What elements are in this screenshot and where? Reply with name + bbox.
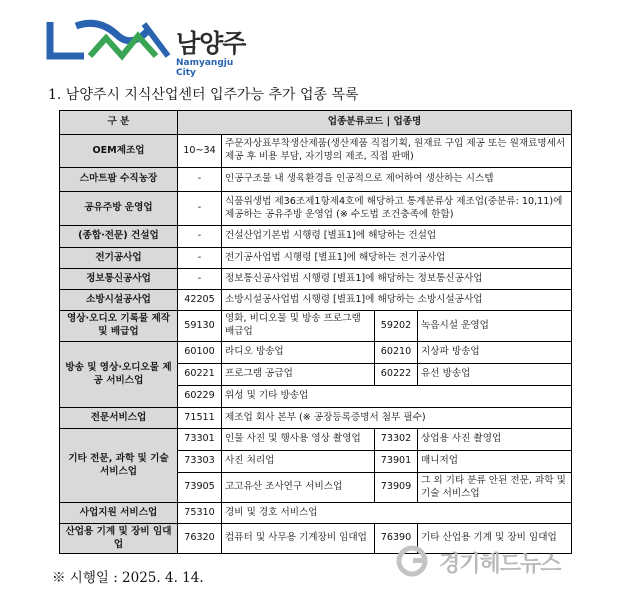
row-category: 산업용 기계 및 장비 임대업 (60, 524, 178, 554)
row-category: 기타 전문, 과학 및 기술 서비스업 (60, 429, 178, 503)
row-code: 42205 (178, 290, 222, 311)
table-row (60, 135, 572, 168)
row-code-2: 76390 (375, 524, 418, 554)
row-code-2: 73901 (375, 451, 418, 473)
page-heading: 1. 남양주시 지식산업센터 입주가능 추가 업종 목록 (48, 87, 359, 103)
row-code: - (178, 248, 222, 269)
table-row (60, 226, 572, 248)
row-name: 경비 및 경호 서비스업 (222, 503, 572, 524)
row-category: OEM제조업 (60, 135, 178, 168)
row-name: 식품위생법 제36조제1항제4호에 해당하고 통계분류상 제조업(중분류: 10,11)에 제공하는 공유주방 운영업 (※ 수도법 조건충족에 한함) (222, 192, 572, 226)
row-code: 75310 (178, 503, 222, 524)
effective-date-note: ※ 시행일 : 2025. 4. 14. (52, 570, 204, 586)
table-row (60, 503, 572, 524)
table-row (60, 269, 572, 290)
industry-table (59, 110, 572, 554)
row-name: 고고유산 조사연구 서비스업 (222, 473, 375, 503)
table-row (60, 342, 572, 364)
logo-korean-name: 남양주 (176, 29, 246, 58)
row-category: 전기공사업 (60, 248, 178, 269)
table-row (60, 248, 572, 269)
row-name-2: 유선 방송업 (418, 364, 572, 386)
row-name-2: 상업용 사진 촬영업 (418, 429, 572, 451)
row-category: 방송 및 영상·오디오물 제공 서비스업 (60, 342, 178, 408)
watermark-logo-icon (395, 544, 435, 578)
row-name: 인공구조물 내 생육환경을 인공적으로 제어하여 생산하는 시스템 (222, 168, 572, 192)
row-code: - (178, 168, 222, 192)
row-name: 주문자상표부착생산제품(생산제품 직접기획, 원재료 구입 제공 또는 원재료명세서 제공 후 비용 부담, 자기명의 제조, 직접 판매) (222, 135, 572, 168)
row-name: 위성 및 기타 방송업 (222, 386, 572, 408)
row-name-2: 그 외 기타 분류 안된 전문, 과학 및 기술 서비스업 (418, 473, 572, 503)
row-code-2: 59202 (375, 311, 418, 342)
row-code: - (178, 192, 222, 226)
row-code: 60100 (178, 342, 222, 364)
row-name: 사진 처리업 (222, 451, 375, 473)
watermark-text: 경기헤드뉴스 (439, 552, 561, 577)
logo-english-name: Namyangju City (176, 58, 234, 78)
row-name: 건설산업기본법 시행령 [별표1]에 해당하는 건설업 (222, 226, 572, 248)
table-row (60, 290, 572, 311)
row-code: 60221 (178, 364, 222, 386)
row-name: 소방시설공사업법 시행령 [별표1]에 해당하는 소방시설공사업 (222, 290, 572, 311)
row-name: 라디오 방송업 (222, 342, 375, 364)
row-name: 프로그램 공급업 (222, 364, 375, 386)
row-name-2: 매니저업 (418, 451, 572, 473)
row-category: 스마트팜 수직농장 (60, 168, 178, 192)
table-row (60, 408, 572, 429)
row-code: - (178, 269, 222, 290)
row-name: 인물 사진 및 행사용 영상 촬영업 (222, 429, 375, 451)
row-code-2: 60222 (375, 364, 418, 386)
row-category: (종합·전문) 건설업 (60, 226, 178, 248)
row-name: 제조업 회사 본부 (※ 공장등록증명서 첨부 필수) (222, 408, 572, 429)
row-code: 60229 (178, 386, 222, 408)
namyangju-logo-mark (46, 16, 174, 66)
table-header-row (60, 111, 572, 135)
row-category: 소방시설공사업 (60, 290, 178, 311)
row-code: 73905 (178, 473, 222, 503)
namyangju-logo (46, 14, 246, 78)
row-code: 10~34 (178, 135, 222, 168)
row-name: 전기공사업법 시행령 [별표1]에 해당하는 전기공사업 (222, 248, 572, 269)
row-name-2: 지상파 방송업 (418, 342, 572, 364)
row-code-2: 73302 (375, 429, 418, 451)
table-row (60, 168, 572, 192)
row-category: 정보통신공사업 (60, 269, 178, 290)
news-watermark (395, 544, 610, 578)
header-category: 구 분 (60, 111, 178, 135)
header-codes: 업종분류코드 | 업종명 (178, 111, 572, 135)
row-code: 76320 (178, 524, 222, 554)
row-code: 73301 (178, 429, 222, 451)
row-name: 정보통신공사업법 시행령 [별표1]에 해당하는 정보통신공사업 (222, 269, 572, 290)
row-category: 사업지원 서비스업 (60, 503, 178, 524)
row-category: 전문서비스업 (60, 408, 178, 429)
row-name: 영화, 비디오물 및 방송 프로그램 배급업 (222, 311, 375, 342)
row-code-2: 73909 (375, 473, 418, 503)
table-row (60, 311, 572, 342)
row-category: 영상·오디오 기록물 제작 및 배급업 (60, 311, 178, 342)
row-category: 공유주방 운영업 (60, 192, 178, 226)
row-code: 59130 (178, 311, 222, 342)
row-name-2: 녹음시설 운영업 (418, 311, 572, 342)
row-code-2: 60210 (375, 342, 418, 364)
table-row (60, 429, 572, 451)
row-code: - (178, 226, 222, 248)
row-code: 71511 (178, 408, 222, 429)
table-row (60, 192, 572, 226)
row-name: 컴퓨터 및 사무용 기계장비 임대업 (222, 524, 375, 554)
row-code: 73303 (178, 451, 222, 473)
row-name-2: 기타 산업용 기계 및 장비 임대업 (418, 524, 572, 554)
